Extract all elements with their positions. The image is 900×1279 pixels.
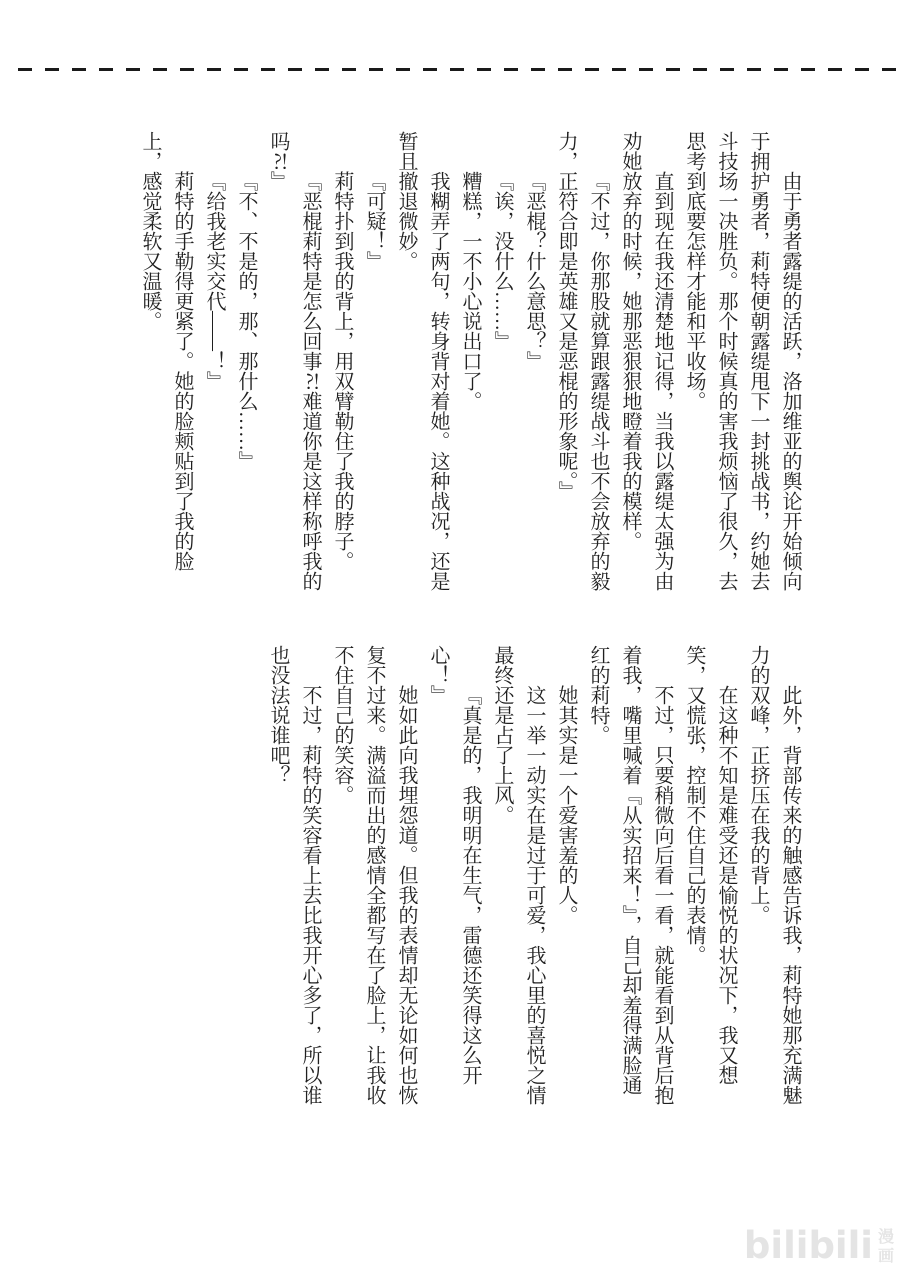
- paragraph: 她其实是一个爱害羞的人。: [555, 685, 577, 925]
- paragraph: 她如此向我埋怨道。但我的表情却无论如何也恢复不过来。满溢而出的感情全都写在了脸上，让我收不住自己的笑容。: [331, 645, 417, 1105]
- bilibili-watermark: [743, 1224, 894, 1268]
- paragraph: 『诶，没什么……』: [491, 171, 513, 351]
- watermark-manga-label: [878, 1227, 894, 1265]
- bilibili-logo: bilibili: [743, 1224, 873, 1268]
- paragraph: 由于勇者露缇的活跃，洛加维亚的舆论开始倾向于拥护勇者，莉特便朝露缇甩下一封挑战书，约她去斗技场一决胜负。那个时候真的害我烦恼了很久，去思考到底要怎样才能和平收场。: [683, 131, 801, 591]
- paragraph: 『给我老实交代——！』: [203, 171, 225, 391]
- paragraph: 这一举一动实在是过于可爱，我心里的喜悦之情最终还是占了上风。: [491, 645, 545, 1105]
- paragraph: 『不过，你那股就算跟露缇战斗也不会放弃的毅力，正符合即是英雄又是恶棍的形象呢。』: [555, 131, 609, 591]
- paragraph: 糟糕，一不小心说出口了。: [459, 171, 481, 411]
- paragraph: 莉特的手勒得更紧了。她的脸颊贴到了我的脸上，感觉柔软又温暖。: [139, 131, 193, 571]
- paragraph: 『可疑！』: [363, 171, 385, 271]
- page-separator-dashed-line: [18, 68, 900, 71]
- paragraph: 不过，莉特的笑容看上去比我开心多了，所以谁也没法说谁吧？: [267, 645, 321, 1105]
- paragraph: 『恶棍？什么意思？』: [523, 171, 545, 371]
- paragraph: 『恶棍莉特是怎么回事⁈难道你是这样称呼我的吗⁈』: [267, 131, 321, 591]
- paragraph: 在这种不知是难受还是愉悦的状况下，我又想笑，又慌张，控制不住自己的表情。: [683, 645, 737, 1085]
- paragraph: 莉特扑到我的背上，用双臂勒住了我的脖子。: [331, 171, 353, 571]
- paragraph: 『不、不是的，那、那什么……』: [235, 171, 257, 471]
- novel-text-block-bottom: [262, 645, 806, 1113]
- paragraph: 此外，背部传来的触感告诉我，莉特她那充满魅力的双峰，正挤压在我的背上。: [747, 645, 801, 1105]
- paragraph: 『真是的，我明明在生气，雷德还笑得这么开心！』: [427, 645, 481, 1085]
- paragraph: 不过，只要稍微向后看一看，就能看到从背后抱着我，嘴里喊着『从实招来！』，自己却羞得满脸通红的莉特。: [587, 645, 673, 1105]
- paragraph: 直到现在我还清楚地记得，当我以露缇太强为由劝她放弃的时候，她那恶狠狠地瞪着我的模样。: [619, 131, 673, 591]
- watermark-manga-char: 画: [877, 1245, 894, 1265]
- paragraph: 我糊弄了两句，转身背对着她。这种战况，还是暂且撤退微妙。: [395, 131, 449, 591]
- watermark-manga-char: 漫: [877, 1226, 894, 1246]
- novel-text-block-top: [134, 131, 806, 599]
